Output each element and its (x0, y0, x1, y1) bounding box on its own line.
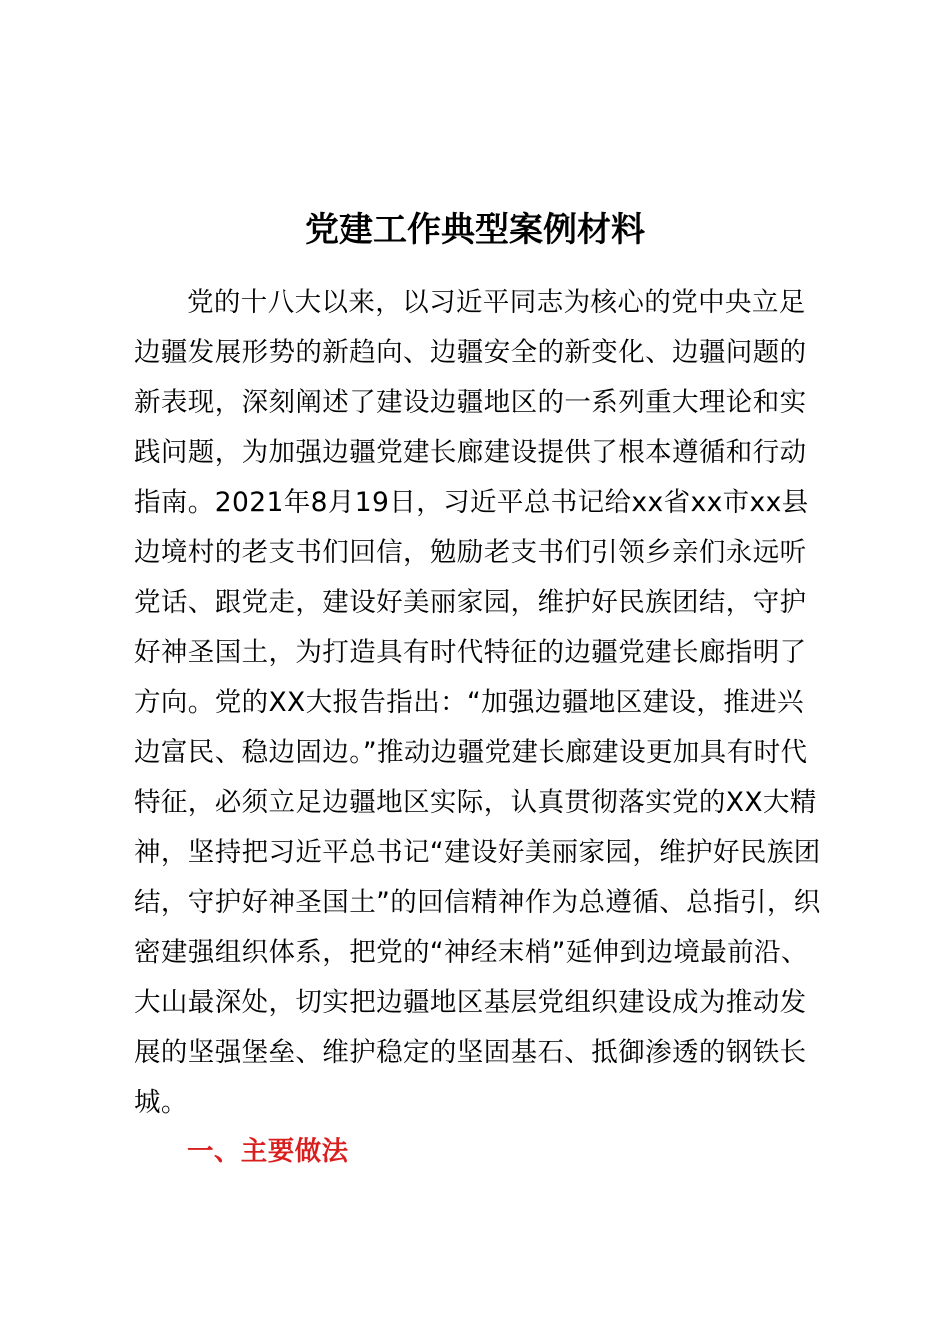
paragraph-line: 城。 (134, 1087, 188, 1118)
paragraph-line: 神，坚持把习近平总书记“建设好美丽家园，维护好民族团 (134, 837, 821, 868)
paragraph-line: 结，守护好神圣国土”的回信精神作为总遵循、总指引，织 (134, 887, 821, 918)
paragraph-line: 边富民、稳边固边。”推动边疆党建长廊建设更加具有时代 (134, 737, 808, 768)
paragraph-line: 党的十八大以来，以习近平同志为核心的党中央立足 (187, 287, 806, 318)
paragraph-line: 密建强组织体系，把党的“神经末梢”延伸到边境最前沿、 (134, 937, 808, 968)
paragraph-line: 方向。党的XX大报告指出：“加强边疆地区建设，推进兴 (134, 687, 804, 718)
paragraph-line: 践问题，为加强边疆党建长廊建设提供了根本遵循和行动 (134, 437, 807, 468)
paragraph-line: 展的坚强堡垒、维护稳定的坚固基石、抵御渗透的钢铁长 (134, 1037, 807, 1068)
paragraph-line: 边境村的老支书们回信，勉励老支书们引领乡亲们永远听 (134, 537, 807, 568)
body-paragraph (134, 278, 854, 1128)
paragraph-line: 大山最深处，切实把边疆地区基层党组织建设成为推动发 (134, 987, 807, 1018)
paragraph-line: 新表现，深刻阐述了建设边疆地区的一系列重大理论和实 (134, 387, 807, 418)
paragraph-line: 党话、跟党走，建设好美丽家园，维护好民族团结，守护 (134, 587, 807, 618)
paragraph-line: 特征，必须立足边疆地区实际，认真贯彻落实党的XX大精 (134, 787, 817, 818)
paragraph-line: 边疆发展形势的新趋向、边疆安全的新变化、边疆问题的 (134, 337, 807, 368)
section-heading: 一、主要做法 (187, 1136, 349, 1167)
paragraph-line: 好神圣国土，为打造具有时代特征的边疆党建长廊指明了 (134, 637, 807, 668)
document-title: 党建工作典型案例材料 (305, 210, 645, 250)
paragraph-line: 指南。2021年8月19日，习近平总书记给xx省xx市xx县 (134, 487, 809, 518)
